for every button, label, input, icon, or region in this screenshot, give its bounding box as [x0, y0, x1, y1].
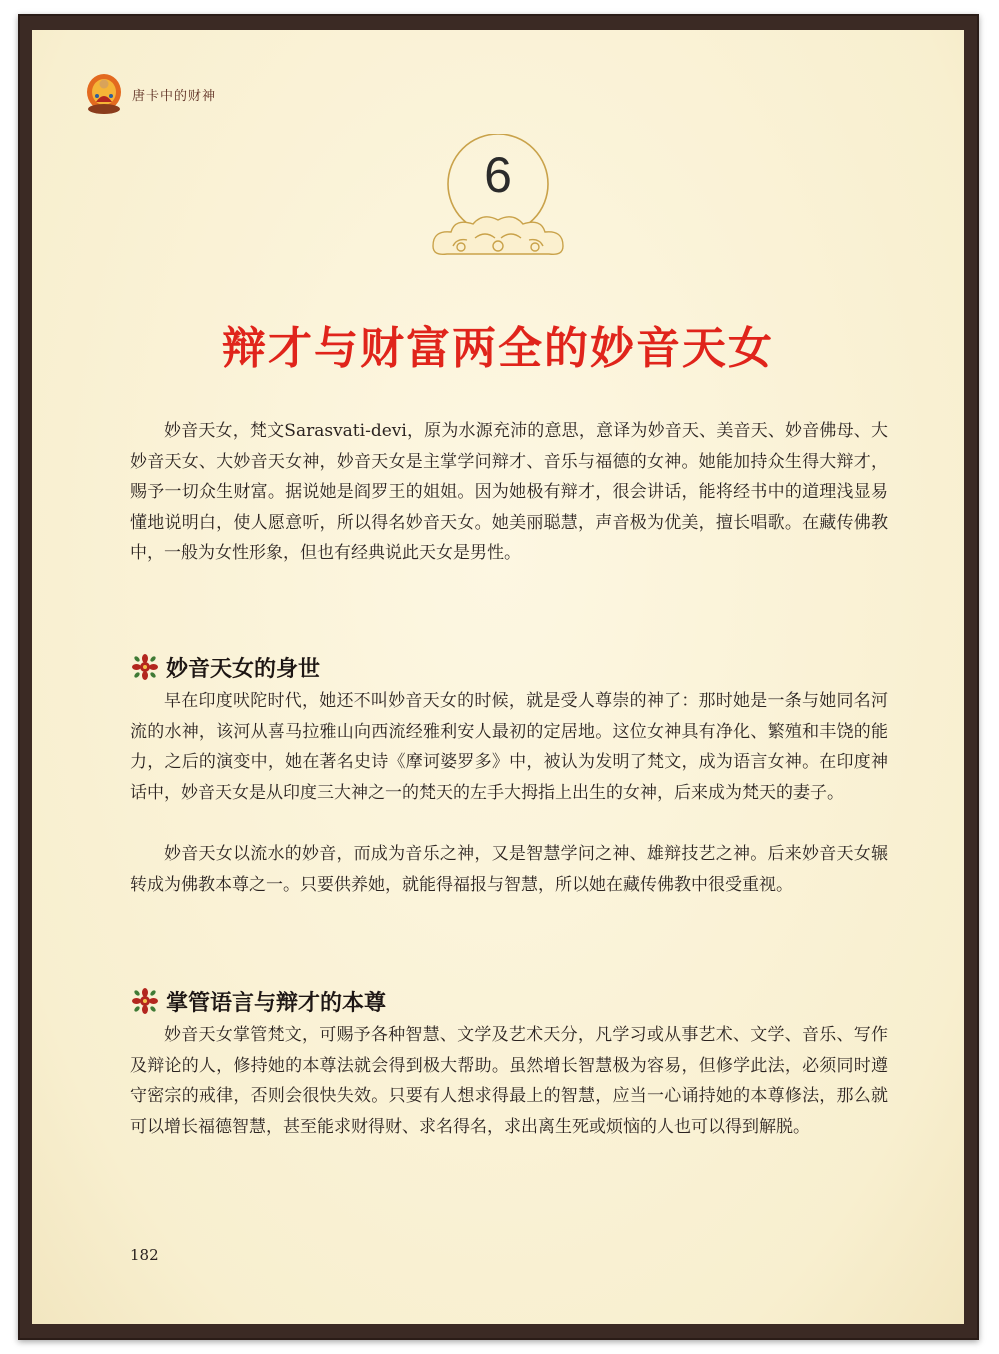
chapter-number: 6	[484, 147, 512, 203]
book-page	[32, 30, 964, 1324]
section-heading-language	[132, 986, 386, 1016]
thangka-deity-icon	[82, 72, 126, 116]
section-heading-origin	[132, 652, 320, 682]
lotus-flower-icon	[132, 988, 158, 1014]
section-paragraph: 早在印度吠陀时代，她还不叫妙音天女的时候，就是受人尊崇的神了：那时她是一条与她同名河流的水神，该河从喜马拉雅山向西流经雅利安人最初的定居地。这位女神具有净化、繁殖和丰饶的能力，之后的演变中，她在著名史诗《摩诃婆罗多》中，被认为发明了梵文，成为语言女神。在印度神话中，妙音天女是从印度三大神之一的梵天的左手大拇指上出生的女神，后来成为梵天的妻子。	[130, 691, 888, 803]
intro-paragraph: 妙音天女，梵文Sarasvati-devi，原为水源充沛的意思，意译为妙音天、美音天、妙音佛母、大妙音天女、大妙音天女神，妙音天女是主掌学问辩才、音乐与福德的女神。她能加持众生得大辩才，赐予一切众生财富。据说她是阎罗王的姐姐。因为她极有辩才，很会讲话，能将经书中的道理浅显易懂地说明白，使人愿意听，所以得名妙音天女。她美丽聪慧，声音极为优美，擅长唱歌。在藏传佛教中，一般为女性形象，但也有经典说此天女是男性。	[130, 421, 888, 563]
running-title: 唐卡中的财神	[132, 88, 217, 104]
chapter-badge	[413, 134, 583, 264]
page-title: 辩才与财富两全的妙音天女	[222, 323, 774, 374]
section-heading-label: 妙音天女的身世	[166, 656, 321, 682]
section-paragraph: 妙音天女以流水的妙音，而成为音乐之神，又是智慧学问之神、雄辩技艺之神。后来妙音天女辗转成为佛教本尊之一。只要供养她，就能得福报与智慧，所以她在藏传佛教中很受重视。	[130, 844, 888, 895]
lotus-flower-icon	[132, 654, 158, 680]
section-heading-label: 掌管语言与辩才的本尊	[166, 990, 387, 1016]
page-number: 182	[130, 1246, 159, 1264]
section-paragraph: 妙音天女掌管梵文，可赐予各种智慧、文学及艺术天分，凡学习或从事艺术、文学、音乐、写作及辩论的人，修持她的本尊法就会得到极大帮助。虽然增长智慧极为容易，但修学此法，必须同时遵守密宗的戒律，否则会很快失效。只要有人想求得最上的智慧，应当一心诵持她的本尊修法，那么就可以增长福德智慧，甚至能求财得财、求名得名，求出离生死或烦恼的人也可以得到解脱。	[130, 1025, 888, 1137]
running-header	[82, 72, 216, 116]
